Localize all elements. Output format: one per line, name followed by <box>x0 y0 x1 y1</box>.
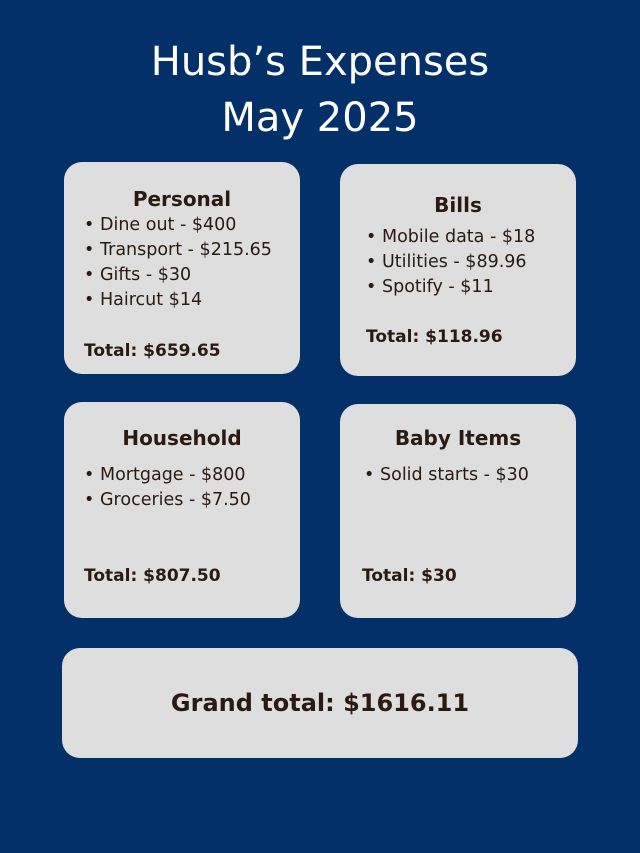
personal-list <box>84 213 272 313</box>
list-item <box>84 463 251 488</box>
list-item-text: Dine out - $400 <box>100 215 237 235</box>
grand-total-card <box>62 648 578 758</box>
list-item <box>366 250 535 275</box>
bullet-icon: • <box>366 252 377 272</box>
personal-heading: Personal <box>132 187 232 211</box>
page-subtitle-month: May 2025 <box>221 95 419 141</box>
bills-heading: Bills <box>434 193 482 217</box>
list-item <box>84 263 272 288</box>
bullet-icon: • <box>84 265 95 285</box>
bullet-icon: • <box>364 465 375 485</box>
household-total: Total: $807.50 <box>84 566 221 586</box>
list-item <box>84 213 272 238</box>
baby-items-total: Total: $30 <box>362 566 457 586</box>
bullet-icon: • <box>84 465 95 485</box>
personal-total: Total: $659.65 <box>84 341 221 361</box>
list-item-text: Transport - $215.65 <box>100 240 272 260</box>
household-list <box>84 463 251 513</box>
grand-total: Grand total: $1616.11 <box>170 689 470 717</box>
baby-items-card <box>340 404 576 618</box>
list-item-text: Solid starts - $30 <box>380 465 529 485</box>
bullet-icon: • <box>84 490 95 510</box>
list-item <box>366 225 535 250</box>
personal-card <box>64 162 300 374</box>
list-item-text: Groceries - $7.50 <box>100 490 251 510</box>
household-heading: Household <box>122 426 242 450</box>
page-title: Husb’s Expenses <box>150 39 490 85</box>
list-item-text: Mortgage - $800 <box>100 465 246 485</box>
bullet-icon: • <box>84 240 95 260</box>
bullet-icon: • <box>84 215 95 235</box>
bills-card <box>340 164 576 376</box>
list-item <box>84 288 272 313</box>
list-item-text: Gifts - $30 <box>100 265 192 285</box>
bullet-icon: • <box>84 290 95 310</box>
list-item-text: Spotify - $11 <box>382 277 494 297</box>
list-item-text: Haircut $14 <box>100 290 203 310</box>
bullet-icon: • <box>366 277 377 297</box>
list-item-text: Utilities - $89.96 <box>382 252 527 272</box>
list-item <box>84 238 272 263</box>
bills-total: Total: $118.96 <box>366 327 503 347</box>
bullet-icon: • <box>366 227 377 247</box>
baby-items-list <box>364 463 529 488</box>
bills-list <box>366 225 535 300</box>
list-item <box>364 463 529 488</box>
list-item <box>366 275 535 300</box>
household-card <box>64 402 300 618</box>
baby-items-heading: Baby Items <box>394 426 522 450</box>
list-item <box>84 488 251 513</box>
list-item-text: Mobile data - $18 <box>382 227 536 247</box>
